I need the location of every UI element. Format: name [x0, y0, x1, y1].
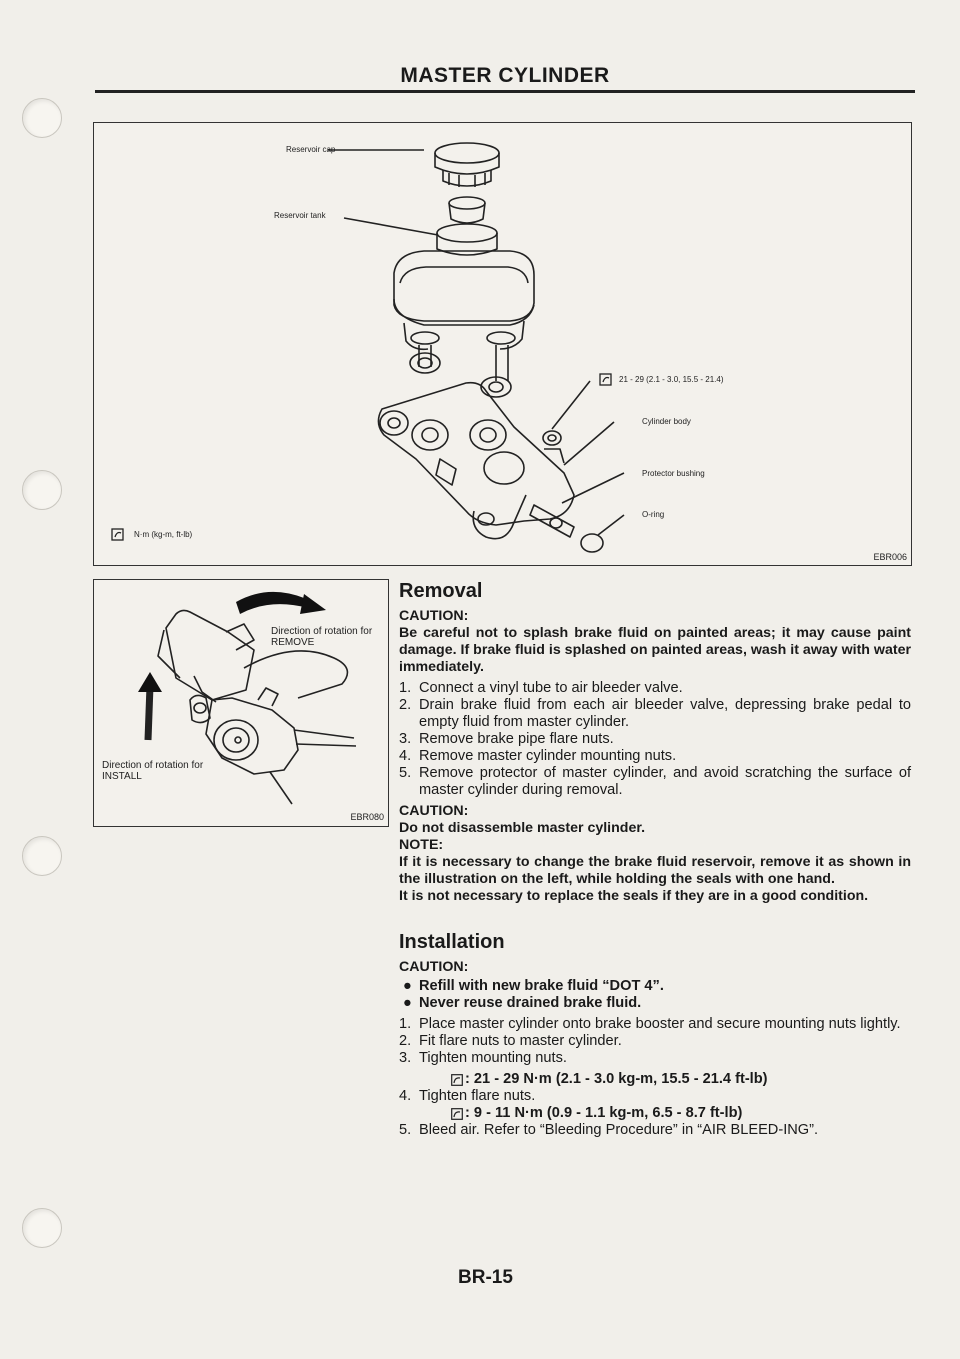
- torque-wrench-icon: [451, 1108, 463, 1120]
- reservoir-removal-figure: [93, 579, 389, 827]
- caution-text: Never reuse drained brake fluid.: [419, 995, 642, 1011]
- torque-wrench-icon: [451, 1074, 463, 1086]
- installation-heading: Installation: [399, 931, 505, 953]
- step-text: Connect a vinyl tube to air bleeder valve.: [419, 680, 683, 696]
- list-item: [399, 1016, 911, 1033]
- installation-steps-end: [399, 1122, 911, 1139]
- binder-hole: [22, 98, 62, 138]
- removal-note-text: If it is necessary to change the brake fluid reservoir, remove it as shown in the illustration on the left, while holding the seals with one hand.: [399, 854, 911, 887]
- step-number: 1.: [399, 680, 412, 696]
- list-item: [399, 748, 911, 765]
- torque-value: : 21 - 29 N·m (2.1 - 3.0 kg-m, 15.5 - 21.4 ft-lb): [465, 1071, 768, 1087]
- step-number: 2.: [399, 1033, 412, 1049]
- list-item: [399, 1122, 911, 1139]
- step-text: Drain brake fluid from each air bleeder valve, depressing brake pedal to empty fluid from master cylinder.: [419, 697, 911, 730]
- figure-code: EBR080: [350, 812, 384, 822]
- removal-caution-label: CAUTION:: [399, 608, 469, 624]
- step-text: Place master cylinder onto brake booster and secure mounting nuts lightly.: [419, 1016, 901, 1032]
- installation-cautions: [399, 978, 911, 1012]
- bullet-icon: ●: [403, 978, 412, 994]
- binder-hole: [22, 1208, 62, 1248]
- label-cylinder-body: Cylinder body: [642, 417, 691, 426]
- step-number: 3.: [399, 1050, 412, 1066]
- label-reservoir-tank: Reservoir tank: [274, 211, 326, 220]
- page-number: BR-15: [458, 1267, 513, 1288]
- step-number: 5.: [399, 765, 412, 781]
- label-protector-bushing: Protector bushing: [642, 469, 705, 478]
- title-divider: [95, 90, 915, 93]
- page-title: MASTER CYLINDER: [400, 64, 610, 87]
- list-item: [399, 765, 911, 799]
- list-item: [399, 1088, 911, 1105]
- list-item: [399, 697, 911, 731]
- binder-hole: [22, 470, 62, 510]
- step-text: Tighten flare nuts.: [419, 1088, 536, 1104]
- binder-hole: [22, 836, 62, 876]
- list-item: [399, 995, 911, 1012]
- procedure-text: [399, 580, 911, 1139]
- label-torque-spec: 21 - 29 (2.1 - 3.0, 15.5 - 21.4): [619, 375, 724, 384]
- reservoir-removal-illustration: [94, 580, 388, 826]
- step-text: Remove brake pipe flare nuts.: [419, 731, 614, 747]
- removal-caution2-label: CAUTION:: [399, 803, 469, 819]
- removal-heading: Removal: [399, 580, 483, 602]
- label-reservoir-cap: Reservoir cap: [286, 145, 336, 154]
- master-cylinder-illustration: [94, 123, 911, 565]
- installation-steps: [399, 1016, 911, 1067]
- step-text: Remove protector of master cylinder, and avoid scratching the surface of master cylinder during removal.: [419, 765, 911, 798]
- torque-spec-mounting: [399, 1071, 911, 1088]
- list-item: [399, 680, 911, 697]
- step-number: 2.: [399, 697, 412, 713]
- step-number: 4.: [399, 748, 412, 764]
- list-item: [399, 978, 911, 995]
- installation-steps-cont: [399, 1088, 911, 1105]
- step-number: 4.: [399, 1088, 412, 1104]
- installation-caution-label: CAUTION:: [399, 959, 469, 975]
- label-install-direction: Direction of rotation for INSTALL: [102, 760, 204, 782]
- torque-value: : 9 - 11 N·m (0.9 - 1.1 kg-m, 6.5 - 8.7 ft-lb): [465, 1105, 743, 1121]
- removal-note-text-2: It is not necessary to replace the seals if they are in a good condition.: [399, 888, 869, 904]
- step-number: 5.: [399, 1122, 412, 1138]
- label-o-ring: O-ring: [642, 510, 665, 519]
- removal-note-label: NOTE:: [399, 837, 444, 853]
- removal-steps: [399, 680, 911, 799]
- torque-spec-flare: [399, 1105, 911, 1122]
- figure-code: EBR006: [873, 552, 907, 562]
- removal-caution2-text: Do not disassemble master cylinder.: [399, 820, 646, 836]
- step-number: 3.: [399, 731, 412, 747]
- step-text: Bleed air. Refer to “Bleeding Procedure” in “AIR BLEED-ING”.: [419, 1122, 819, 1138]
- step-number: 1.: [399, 1016, 412, 1032]
- master-cylinder-exploded-figure: [93, 122, 912, 566]
- list-item: [399, 1033, 911, 1050]
- removal-caution-text: Be careful not to splash brake fluid on painted areas; it may cause paint damage. If brake fluid is splashed on painted areas, wash it away with water immediately.: [399, 625, 911, 675]
- step-text: Tighten mounting nuts.: [419, 1050, 567, 1066]
- list-item: [399, 1050, 911, 1067]
- label-remove-direction: Direction of rotation for REMOVE: [271, 626, 373, 648]
- list-item: [399, 731, 911, 748]
- step-text: Fit flare nuts to master cylinder.: [419, 1033, 622, 1049]
- step-text: Remove master cylinder mounting nuts.: [419, 748, 677, 764]
- label-unit-legend: N·m (kg-m, ft-lb): [134, 530, 193, 539]
- caution-text: Refill with new brake fluid “DOT 4”.: [419, 978, 664, 994]
- bullet-icon: ●: [403, 995, 412, 1011]
